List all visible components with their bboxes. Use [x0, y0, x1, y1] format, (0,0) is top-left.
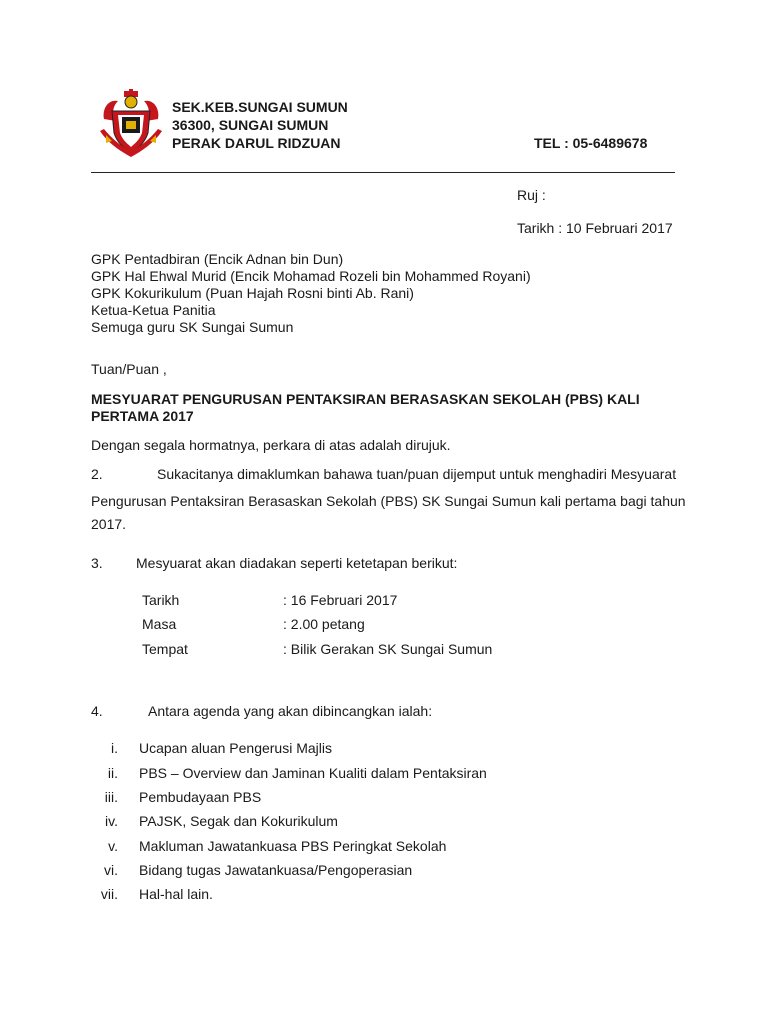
detail-label-venue: Tempat — [142, 641, 188, 657]
school-crest-icon — [98, 89, 164, 159]
agenda-item: PAJSK, Segak dan Kokurikulum — [139, 813, 338, 829]
agenda-number: vi. — [104, 862, 118, 878]
paragraph-2-line-3: 2017. — [91, 516, 127, 532]
telephone: TEL : 05-6489678 — [534, 135, 648, 151]
paragraph-1: Dengan segala hormatnya, perkara di atas adalah dirujuk. — [91, 437, 451, 453]
recipient-list — [91, 251, 531, 336]
agenda-number: ii. — [107, 765, 118, 781]
detail-value-date: : 16 Februari 2017 — [283, 592, 398, 608]
agenda-item: Pembudayaan PBS — [139, 789, 262, 805]
agenda-number: i. — [111, 740, 118, 756]
paragraph-3-text: Mesyuarat akan diadakan seperti ketetapan berikut: — [136, 555, 458, 571]
reference-label: Ruj : — [517, 187, 546, 203]
detail-value-venue: : Bilik Gerakan SK Sungai Sumun — [283, 641, 493, 657]
paragraph-2-line-1: Sukacitanya dimaklumkan bahawa tuan/puan dijemput untuk menghadiri Mesyuarat — [157, 466, 677, 482]
paragraph-4-number: 4. — [91, 703, 103, 719]
agenda-number: v. — [108, 838, 118, 854]
agenda-number: iii. — [104, 789, 118, 805]
header-divider — [91, 172, 675, 173]
paragraph-3-number: 3. — [91, 555, 103, 571]
recipient: GPK Kokurikulum (Puan Hajah Rosni binti Ab. Rani) — [91, 285, 414, 301]
agenda-item: Ucapan aluan Pengerusi Majlis — [139, 740, 332, 756]
address-line-2: PERAK DARUL RIDZUAN — [172, 135, 341, 151]
agenda-number: iv. — [105, 813, 118, 829]
school-name: SEK.KEB.SUNGAI SUMUN — [172, 99, 348, 115]
agenda-item: Hal-hal lain. — [139, 886, 213, 902]
agenda-item: Bidang tugas Jawatankuasa/Pengoperasian — [139, 862, 413, 878]
detail-label-time: Masa — [142, 616, 177, 632]
agenda-item: PBS – Overview dan Jaminan Kualiti dalam Pentaksiran — [139, 765, 487, 781]
subject-line-1: MESYUARAT PENGURUSAN PENTAKSIRAN BERASASKAN SEKOLAH (PBS) KALI — [91, 391, 640, 407]
agenda-item: Makluman Jawatankuasa PBS Peringkat Sekolah — [139, 838, 447, 854]
recipient: Semuga guru SK Sungai Sumun — [91, 319, 294, 335]
paragraph-2-line-2: Pengurusan Pentaksiran Berasaskan Sekolah (PBS) SK Sungai Sumun kali pertama bagi tahun — [91, 493, 686, 509]
address-line-1: 36300, SUNGAI SUMUN — [172, 117, 329, 133]
agenda-number: vii. — [100, 886, 118, 902]
recipient: Ketua-Ketua Panitia — [91, 302, 216, 318]
recipient: GPK Hal Ehwal Murid (Encik Mohamad Rozeli bin Mohammed Royani) — [91, 268, 531, 284]
letter-date: Tarikh : 10 Februari 2017 — [517, 220, 673, 236]
detail-label-date: Tarikh — [142, 592, 180, 608]
salutation: Tuan/Puan , — [91, 361, 167, 377]
paragraph-2-number: 2. — [91, 466, 103, 482]
paragraph-4-text: Antara agenda yang akan dibincangkan ialah: — [148, 703, 433, 719]
recipient: GPK Pentadbiran (Encik Adnan bin Dun) — [91, 251, 344, 267]
detail-value-time: : 2.00 petang — [283, 616, 365, 632]
subject-line-2: PERTAMA 2017 — [91, 408, 194, 424]
